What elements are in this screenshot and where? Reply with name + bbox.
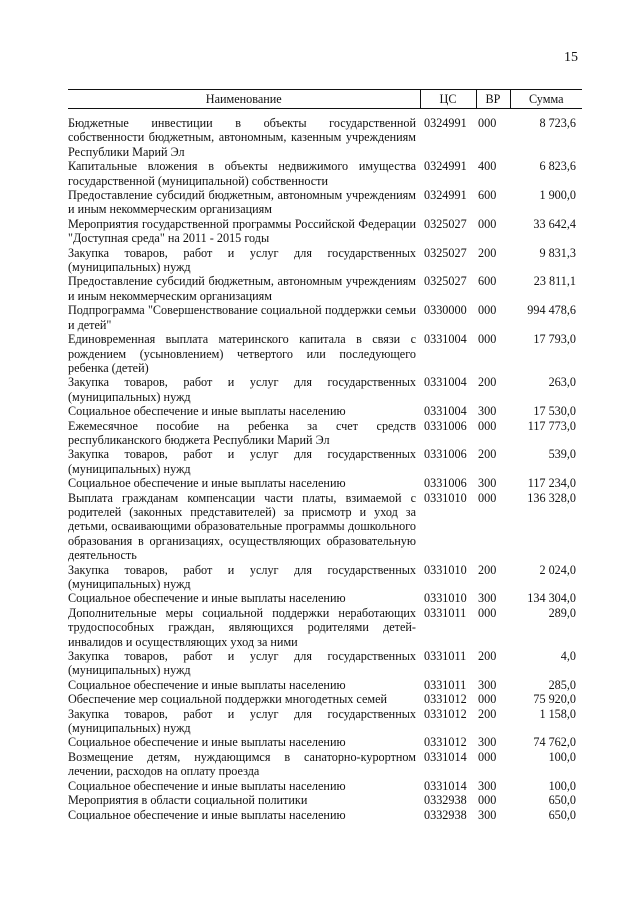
row-name-cell: Закупка товаров, работ и услуг для государственных (муниципальных) нужд [68,447,416,476]
row-name-cell: Выплата гражданам компенсации части платы, взимаемой с родителей (законных представителей) за присмотр и уход за детьми, осваивающими образовательные программы дошкольного образования в организациях, осуществляющих образовательную деятельность [68,490,416,563]
table-row [68,246,582,275]
row-sum-cell: 117 773,0 [527,418,576,433]
row-cs-cell: 0331011 [424,677,467,692]
row-vr-cell: 300 [478,677,497,692]
row-sum-cell: 17 530,0 [533,404,576,419]
row-vr-cell: 000 [478,418,497,433]
row-name-cell: Закупка товаров, работ и услуг для государственных (муниципальных) нужд [68,245,416,275]
row-sum-cell: 8 723,6 [539,116,576,130]
row-vr-cell: 600 [478,274,497,289]
row-sum-cell: 9 831,3 [539,245,576,260]
row-name-cell: Мероприятия в области социальной политики [68,793,308,808]
row-sum-cell: 994 478,6 [527,303,576,318]
table-row [68,447,582,476]
row-sum-cell: 1 900,0 [539,188,576,203]
row-name-cell: Бюджетные инвестиции в объекты государственной собственности бюджетным, автономным, казенным учреждениям Республики Марий Эл [68,116,416,159]
row-cs-cell: 0331004 [424,375,467,390]
row-sum-cell: 17 793,0 [533,332,576,347]
row-sum-cell: 100,0 [548,749,576,764]
row-cs-cell: 0331012 [424,692,467,707]
row-sum-cell: 289,0 [548,605,576,620]
row-cs-cell: 0331004 [424,404,467,419]
table-row [68,808,582,822]
table-row [68,375,582,404]
row-sum-cell: 1 158,0 [539,706,576,721]
row-name-cell: Предоставление субсидий бюджетным, автономным учреждениям и иным некоммерческим организациям [68,274,416,303]
row-sum-cell: 650,0 [548,793,576,808]
table-row [68,217,582,246]
row-cs-cell: 0332938 [424,807,467,822]
header-row [68,90,582,109]
table-row [68,109,582,160]
row-cs-cell: 0324991 [424,188,467,203]
row-sum-cell: 6 823,6 [539,159,576,174]
table-header [68,90,582,109]
header-name: Наименование [68,90,420,109]
row-vr-cell: 000 [478,605,497,620]
table-row [68,707,582,736]
row-vr-cell: 200 [478,562,497,577]
row-cs-cell: 0331010 [424,490,467,505]
row-cs-cell: 0331006 [424,476,467,491]
row-vr-cell: 000 [478,490,497,505]
table-row [68,678,582,692]
table-row [68,274,582,303]
row-name-cell: Социальное обеспечение и иные выплаты населению [68,591,346,606]
row-vr-cell: 000 [478,303,497,318]
table-body [68,109,582,822]
table-row [68,692,582,706]
table-row [68,750,582,779]
row-cs-cell: 0331011 [424,605,467,620]
budget-table [68,89,582,822]
row-vr-cell: 300 [478,591,497,606]
row-cs-cell: 0331012 [424,735,467,750]
row-vr-cell: 000 [478,793,497,808]
row-name-cell: Закупка товаров, работ и услуг для государственных (муниципальных) нужд [68,562,416,591]
row-name-cell: Обеспечение мер социальной поддержки многодетных семей [68,692,388,707]
row-cs-cell: 0330000 [424,303,467,318]
page-number: 15 [564,50,578,65]
row-cs-cell: 0331006 [424,418,467,433]
row-cs-cell: 0331010 [424,591,467,606]
row-sum-cell: 263,0 [548,375,576,390]
row-cs-cell: 0331014 [424,749,467,764]
table-row [68,303,582,332]
row-name-cell: Единовременная выплата материнского капитала в связи с рождением (усыновлением) четвертого или последующего ребенка (детей) [68,332,416,375]
row-vr-cell: 300 [478,735,497,750]
row-vr-cell: 200 [478,375,497,390]
row-cs-cell: 0325027 [424,274,467,289]
row-cs-cell: 0324991 [424,116,467,130]
row-sum-cell: 2 024,0 [539,562,576,577]
row-vr-cell: 600 [478,188,497,203]
row-cs-cell: 0325027 [424,216,467,231]
row-name-cell: Закупка товаров, работ и услуг для государственных (муниципальных) нужд [68,649,416,678]
row-name-cell: Предоставление субсидий бюджетным, автономным учреждениям и иным некоммерческим организациям [68,188,416,217]
row-sum-cell: 285,0 [548,677,576,692]
row-cs-cell: 0331012 [424,706,467,721]
row-sum-cell: 4,0 [560,649,576,664]
row-sum-cell: 75 920,0 [533,692,576,707]
row-vr-cell: 200 [478,649,497,664]
row-sum-cell: 134 304,0 [527,591,576,606]
row-cs-cell: 0331006 [424,447,467,462]
header-cs: ЦС [420,90,476,109]
row-vr-cell: 000 [478,216,497,231]
table-row [68,332,582,375]
row-cs-cell: 0324991 [424,159,467,174]
table-row [68,591,582,605]
row-vr-cell: 000 [478,692,497,707]
table-row [68,188,582,217]
row-cs-cell: 0331010 [424,562,467,577]
header-vr: ВР [476,90,510,109]
row-cs-cell: 0325027 [424,245,467,260]
row-name-cell: Социальное обеспечение и иные выплаты населению [68,404,346,419]
row-sum-cell: 33 642,4 [533,216,576,231]
row-vr-cell: 200 [478,245,497,260]
row-vr-cell: 200 [478,447,497,462]
table-row [68,793,582,807]
table-row [68,649,582,678]
row-vr-cell: 000 [478,116,497,130]
row-sum-cell: 650,0 [548,807,576,822]
table-row [68,491,582,563]
row-name-cell: Капитальные вложения в объекты недвижимого имущества государственной (муниципальной) собственности [68,159,416,188]
table-row [68,476,582,490]
row-name-cell: Закупка товаров, работ и услуг для государственных (муниципальных) нужд [68,706,416,736]
row-sum-cell: 136 328,0 [527,490,576,505]
row-vr-cell: 000 [478,332,497,347]
row-name-cell: Мероприятия государственной программы Российской Федерации "Доступная среда" на 2011 - 2015 годы [68,216,416,246]
row-vr-cell: 300 [478,476,497,491]
table-row [68,419,582,448]
row-name-cell: Закупка товаров, работ и услуг для государственных (муниципальных) нужд [68,375,416,404]
row-name-cell: Социальное обеспечение и иные выплаты населению [68,677,346,692]
header-sum: Сумма [510,90,582,109]
row-cs-cell: 0331004 [424,332,467,347]
table-row [68,735,582,749]
table-row [68,404,582,418]
row-name-cell: Социальное обеспечение и иные выплаты населению [68,476,346,491]
row-name-cell: Социальное обеспечение и иные выплаты населению [68,778,346,793]
row-sum-cell: 117 234,0 [527,476,576,491]
row-sum-cell: 100,0 [548,778,576,793]
row-vr-cell: 300 [478,404,497,419]
row-cs-cell: 0331014 [424,778,467,793]
row-cs-cell: 0332938 [424,793,467,808]
row-sum-cell: 539,0 [548,447,576,462]
row-sum-cell: 74 762,0 [533,735,576,750]
table-row [68,159,582,188]
row-vr-cell: 000 [478,749,497,764]
row-sum-cell: 23 811,1 [533,274,576,289]
row-vr-cell: 200 [478,706,497,721]
table-row [68,779,582,793]
row-name-cell: Социальное обеспечение и иные выплаты населению [68,735,346,750]
row-vr-cell: 400 [478,159,497,174]
row-name-cell: Подпрограмма "Совершенствование социальной поддержки семьи и детей" [68,303,416,332]
row-name-cell: Дополнительные меры социальной поддержки неработающих трудоспособных граждан, являющихся родителями детей-инвалидов и осуществляющих уход за ними [68,605,416,649]
row-vr-cell: 300 [478,778,497,793]
row-name-cell: Ежемесячное пособие на ребенка за счет средств республиканского бюджета Республики Марий Эл [68,418,416,447]
row-vr-cell: 300 [478,807,497,822]
table-row [68,606,582,649]
table-row [68,563,582,592]
row-cs-cell: 0331011 [424,649,467,664]
row-name-cell: Социальное обеспечение и иные выплаты населению [68,807,346,822]
row-name-cell: Возмещение детям, нуждающимся в санаторно-курортном лечении, расходов на оплату проезда [68,749,416,779]
